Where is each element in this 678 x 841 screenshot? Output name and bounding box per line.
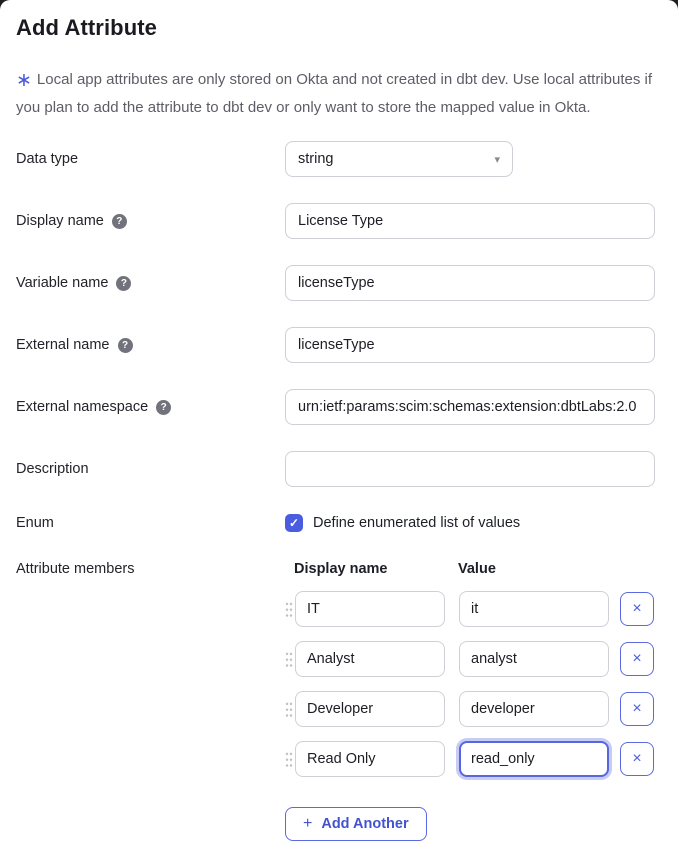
member-value-input[interactable] <box>459 591 609 627</box>
remove-member-button[interactable] <box>620 592 654 626</box>
external-name-row <box>16 327 662 363</box>
drag-handle-icon[interactable] <box>285 701 293 718</box>
drag-handle-icon[interactable] <box>285 601 293 618</box>
data-type-row <box>16 141 662 177</box>
display-name-row <box>16 203 662 239</box>
add-attribute-form <box>16 141 662 841</box>
external-name-input[interactable] <box>285 327 655 363</box>
remove-member-button[interactable] <box>620 642 654 676</box>
close-icon: × <box>632 700 642 717</box>
member-display-name-input[interactable] <box>295 691 445 727</box>
enum-label: Enum <box>16 515 54 531</box>
data-type-label: Data type <box>16 151 79 167</box>
add-another-button[interactable] <box>285 807 427 841</box>
check-icon: ✓ <box>288 516 300 530</box>
description-label: Description <box>16 461 89 477</box>
enum-checkbox-group <box>285 513 520 533</box>
external-namespace-row <box>16 389 662 425</box>
attribute-member-row <box>285 691 662 727</box>
attribute-member-row <box>285 741 662 777</box>
variable-name-label: Variable name ? <box>16 265 285 293</box>
external-namespace-input[interactable] <box>285 389 655 425</box>
add-another-label: Add Another <box>321 816 409 832</box>
column-header-display-name: Display name <box>294 561 388 577</box>
member-value-input-focused[interactable] <box>459 741 609 777</box>
member-display-name-input[interactable] <box>295 591 445 627</box>
description-row <box>16 451 662 487</box>
remove-member-button[interactable] <box>620 692 654 726</box>
help-icon[interactable]: ? <box>112 214 127 229</box>
close-icon: × <box>632 650 642 667</box>
enum-row <box>16 513 662 533</box>
data-type-select[interactable] <box>285 141 513 177</box>
plus-icon: + <box>303 814 313 832</box>
close-icon: × <box>632 600 642 617</box>
member-value-input[interactable] <box>459 691 609 727</box>
drag-handle-icon[interactable] <box>285 751 293 768</box>
variable-name-input[interactable] <box>285 265 655 301</box>
asterisk-icon: ∗ <box>16 70 32 91</box>
variable-name-row <box>16 265 662 301</box>
attribute-member-row <box>285 641 662 677</box>
attribute-members-label: Attribute members <box>16 561 135 577</box>
close-icon: × <box>632 750 642 767</box>
member-value-input[interactable] <box>459 641 609 677</box>
drag-handle-icon[interactable] <box>285 651 293 668</box>
attribute-members-row <box>16 559 662 841</box>
note-text: Local app attributes are only stored on Okta and not created in dbt dev. Use local attributes if you plan to add the attribute to dbt dev or only want to store the mapped value in Okta. <box>16 71 653 116</box>
member-display-name-input[interactable] <box>295 741 445 777</box>
help-icon[interactable]: ? <box>118 338 133 353</box>
member-display-name-input[interactable] <box>295 641 445 677</box>
page-title: Add Attribute <box>16 15 158 40</box>
enum-checkbox-label: Define enumerated list of values <box>313 515 521 531</box>
help-icon[interactable]: ? <box>156 400 171 415</box>
attribute-members-editor <box>285 559 662 841</box>
attribute-member-row <box>285 591 662 627</box>
remove-member-button[interactable] <box>620 742 654 776</box>
description-input[interactable] <box>285 451 655 487</box>
external-name-label: External name ? <box>16 327 285 355</box>
display-name-input[interactable] <box>285 203 655 239</box>
help-icon[interactable]: ? <box>116 276 131 291</box>
attribute-members-header <box>285 559 662 579</box>
column-header-value: Value <box>458 561 496 577</box>
display-name-label: Display name ? <box>16 203 285 231</box>
enum-checkbox[interactable] <box>285 514 303 532</box>
chevron-down-icon: ▾ <box>494 153 500 166</box>
local-attribute-note <box>16 66 660 121</box>
external-namespace-label: External namespace ? <box>16 389 285 417</box>
data-type-selected-value: string <box>298 151 334 167</box>
